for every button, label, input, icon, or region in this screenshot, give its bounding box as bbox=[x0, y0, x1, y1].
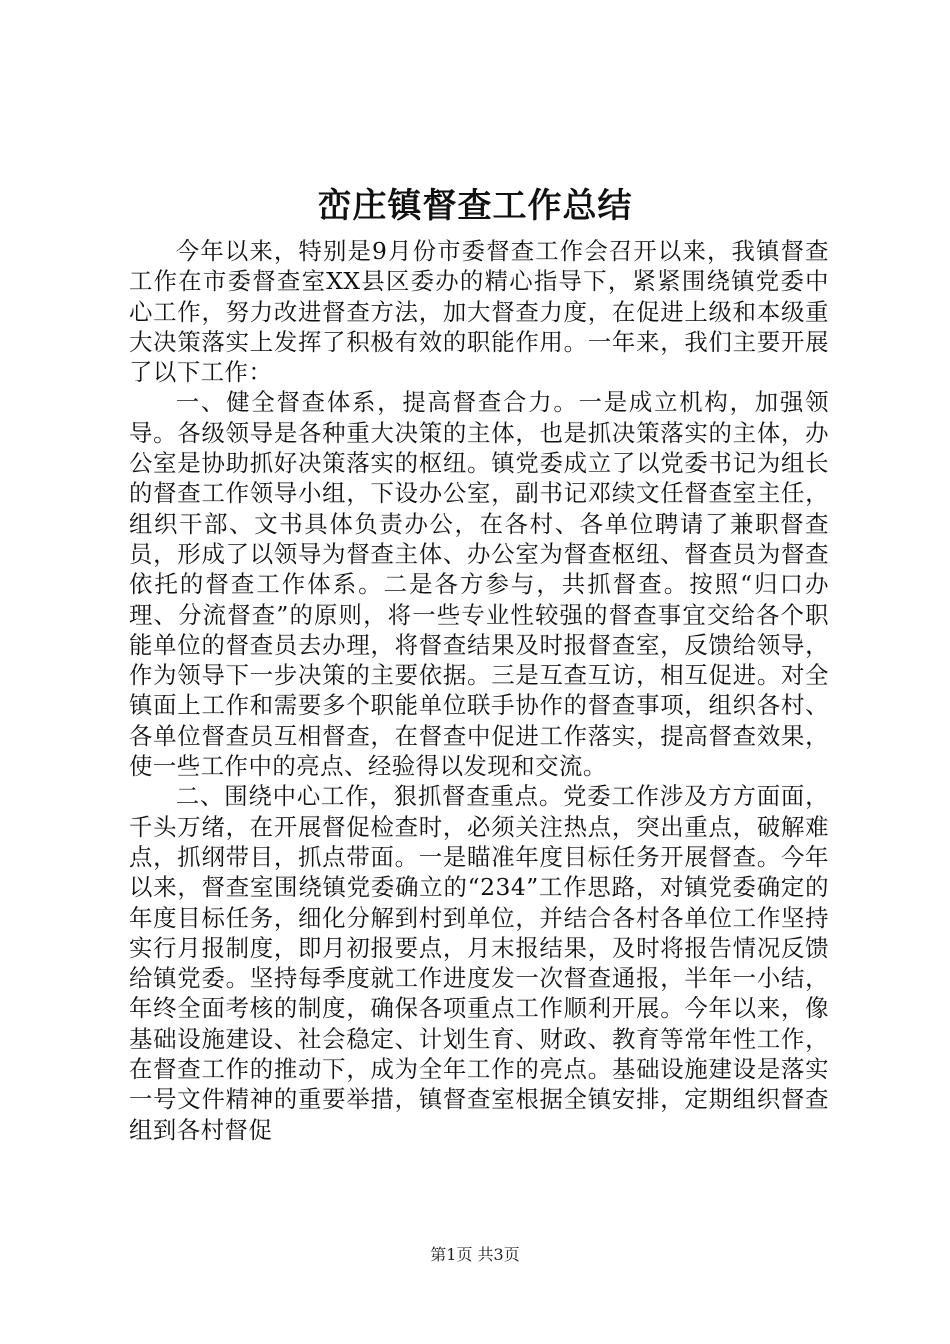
paragraph-section-1: 一、健全督查体系，提高督查合力。一是成立机构，加强领导。各级领导是各种重大决策的主体，也是抓决策落实的主体，办公室是协助抓好决策落实的枢纽。镇党委成立了以党委书记为组长的督查工作领导小组，下设办公室，副书记邓续文任督查室主任，组织干部、文书具体负责办公，在各村、各单位聘请了兼职督查员，形成了以领导为督查主体、办公室为督查枢纽、督查员为督查依托的督查工作体系。二是各方参与，共抓督查。按照“归口办理、分流督查”的原则，将一些专业性较强的督查事宜交给各个职能单位的督查员去办理，将督查结果及时报督查室，反馈给领导，作为领导下一步决策的主要依据。三是互查互访，相互促进。对全镇面上工作和需要多个职能单位联手协作的督查事项，组织各村、各单位督查员互相督查，在督查中促进工作落实，提高督查效果，使一些工作中的亮点、经验得以发现和交流。 bbox=[129, 388, 829, 781]
document-body bbox=[129, 236, 829, 1145]
paragraph-section-2: 二、围绕中心工作，狠抓督查重点。党委工作涉及方方面面，千头万绪，在开展督促检查时，必须关注热点，突出重点，破解难点，抓纲带目，抓点带面。一是瞄准年度目标任务开展督查。今年以来，督查室围绕镇党委确立的“234”工作思路，对镇党委确定的年度目标任务，细化分解到村到单位，并结合各村各单位工作坚持实行月报制度，即月初报要点，月末报结果，及时将报告情况反馈给镇党委。坚持每季度就工作进度发一次督查通报，半年一小结，年终全面考核的制度，确保各项重点工作顺利开展。今年以来，像基础设施建设、社会稳定、计划生育、财政、教育等常年性工作，在督查工作的推动下，成为全年工作的亮点。基础设施建设是落实一号文件精神的重要举措，镇督查室根据全镇安排，定期组织督查组到各村督促 bbox=[129, 782, 829, 1144]
document-title: 峦庄镇督查工作总结 bbox=[317, 186, 633, 226]
page-footer: 第1页 共3页 bbox=[430, 1245, 520, 1264]
paragraph-intro: 今年以来，特别是9月份市委督查工作会召开以来，我镇督查工作在市委督查室XX县区委办的精心指导下，紧紧围绕镇党委中心工作，努力改进督查方法，加大督查力度，在促进上级和本级重大决策落实上发挥了积极有效的职能作用。一年来，我们主要开展了以下工作： bbox=[129, 237, 829, 387]
